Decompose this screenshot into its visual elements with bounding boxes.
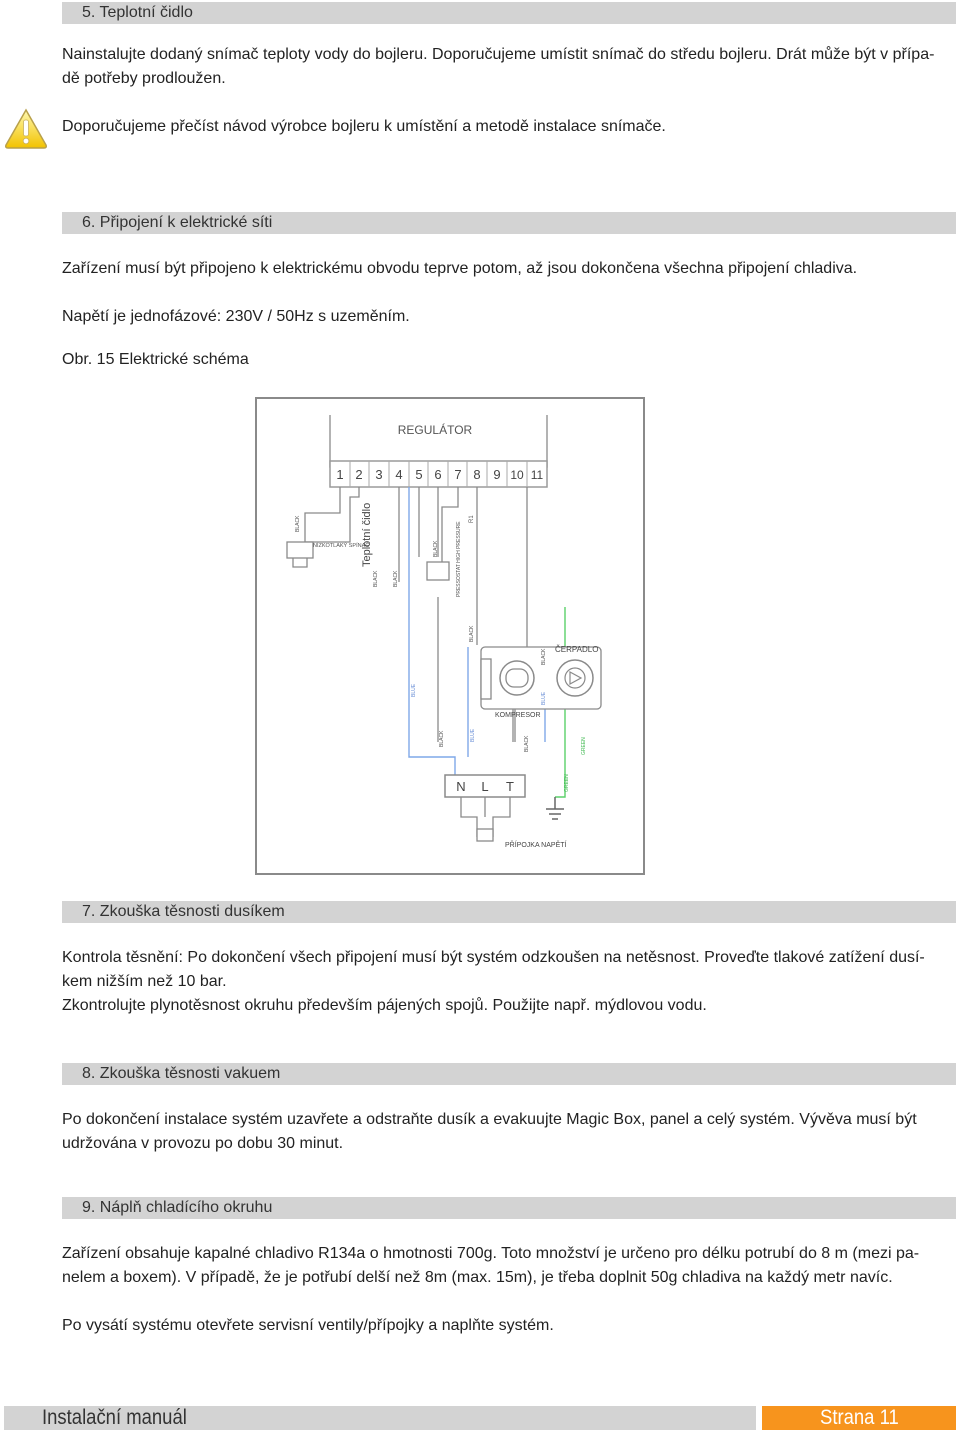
terminal-6: 6 — [434, 467, 442, 482]
s7-line-3: Zkontrolujte plynotěsnost okruhu především pájených spojů. Použijte např. mýdlovou vodu. — [62, 997, 707, 1014]
label-mains: PŘÍPOJKA NAPĚTÍ — [505, 842, 567, 849]
label-green-2: GREEN — [564, 774, 570, 792]
label-black-2: BLACK — [373, 570, 379, 587]
terminal-1: 1 — [336, 467, 344, 482]
s7-paragraph — [62, 946, 952, 1018]
label-blue-2: BLUE — [470, 728, 476, 742]
label-temp-sensor: Teplotní čidlo — [361, 502, 373, 567]
label-pressostat: PRESSOSTAT HIGH PRESSURE — [456, 521, 462, 597]
terminal-3: 3 — [375, 467, 383, 482]
label-black-5: BLACK — [469, 625, 475, 642]
s9-line-2: nelem a boxem). V případě, že je potřubí delší než 8m (max. 15m), je třeba doplnit 50g chladiva na každý metr navíc. — [62, 1269, 893, 1286]
terminal-7: 7 — [454, 467, 462, 482]
terminal-n: N — [456, 779, 466, 794]
s7-line-2: kem nižším než 10 bar. — [62, 973, 227, 990]
s5-line-2: dě potřeby prodloužen. — [62, 70, 226, 87]
diagram-title: REGULÁTOR — [397, 423, 473, 437]
label-black-3: BLACK — [393, 570, 399, 587]
label-blue-1: BLUE — [411, 683, 417, 697]
section-9-heading: 9. Náplň chladícího okruhu — [82, 1199, 273, 1216]
terminal-l: L — [481, 779, 489, 794]
section-7-heading: 7. Zkouška těsnosti dusíkem — [82, 903, 285, 920]
s5-paragraph — [62, 43, 952, 91]
s7-line-1: Kontrola těsnění: Po dokončení všech připojení musí být systém odzkoušen na netěsnost. Proveďte tlakové zatížení dusí- — [62, 949, 925, 966]
s5-warning-text: Doporučujeme přečíst návod výrobce bojleru k umístění a metodě instalace snímače. — [62, 118, 666, 135]
warning-triangle-icon — [4, 108, 48, 150]
s6-figure-caption: Obr. 15 Elektrické schéma — [62, 351, 249, 368]
footer-title: Instalační manuál — [42, 1406, 187, 1429]
label-green-1: GREEN — [581, 737, 587, 755]
s6-paragraph-1: Zařízení musí být připojeno k elektrickému obvodu teprve potom, až jsou dokončena všechna připojení chladiva. — [62, 260, 858, 277]
terminal-8: 8 — [473, 467, 481, 482]
s6-paragraph-2: Napětí je jednofázové: 230V / 50Hz s uzeměním. — [62, 308, 410, 325]
label-compressor: KOMPRESOR — [495, 712, 541, 719]
terminal-10: 10 — [510, 468, 524, 482]
section-5-bar — [62, 2, 956, 24]
label-r1: R1 — [469, 515, 475, 523]
terminal-5: 5 — [415, 467, 423, 482]
s8-line-1: Po dokončení instalace systém uzavřete a odstraňte dusík a evakuujte Magic Box, panel a celý systém. Vývěva musí být — [62, 1111, 917, 1128]
s9-paragraph-1 — [62, 1242, 952, 1290]
terminal-2: 2 — [355, 467, 363, 482]
section-5-heading: 5. Teplotní čidlo — [82, 4, 193, 21]
terminal-4: 4 — [395, 467, 403, 482]
s8-paragraph — [62, 1108, 952, 1156]
label-black-8: BLACK — [524, 735, 530, 752]
label-low-switch: NÍZKOTLAKÝ SPÍNAČ — [313, 543, 370, 549]
footer-page-number: Strana 11 — [820, 1406, 899, 1429]
label-black-1: BLACK — [295, 515, 301, 532]
terminal-t: T — [506, 779, 514, 794]
electrical-schematic — [255, 397, 645, 875]
s5-line-1: Nainstalujte dodaný snímač teploty vody do bojleru. Doporučujeme umístit snímač do středu bojleru. Drát může být v přípa- — [62, 46, 935, 63]
label-black-4: BLACK — [433, 540, 439, 557]
label-pump: ČERPADLO — [555, 645, 599, 654]
s9-paragraph-2: Po vysátí systému otevřete servisní ventily/přípojky a naplňte systém. — [62, 1317, 554, 1334]
s9-line-1: Zařízení obsahuje kapalné chladivo R134a o hmotnosti 700g. Toto množství je určeno pro délku potrubí do 8 m (mezi pa- — [62, 1245, 920, 1262]
terminal-11: 11 — [530, 468, 544, 482]
terminal-9: 9 — [493, 467, 501, 482]
label-blue-3: BLUE — [541, 691, 547, 705]
label-black-6: BLACK — [439, 730, 445, 747]
section-6-heading: 6. Připojení k elektrické síti — [82, 214, 273, 231]
section-8-heading: 8. Zkouška těsnosti vakuem — [82, 1065, 281, 1082]
label-black-7: BLACK — [541, 648, 547, 665]
s8-line-2: udržována v provozu po dobu 30 minut. — [62, 1135, 344, 1152]
